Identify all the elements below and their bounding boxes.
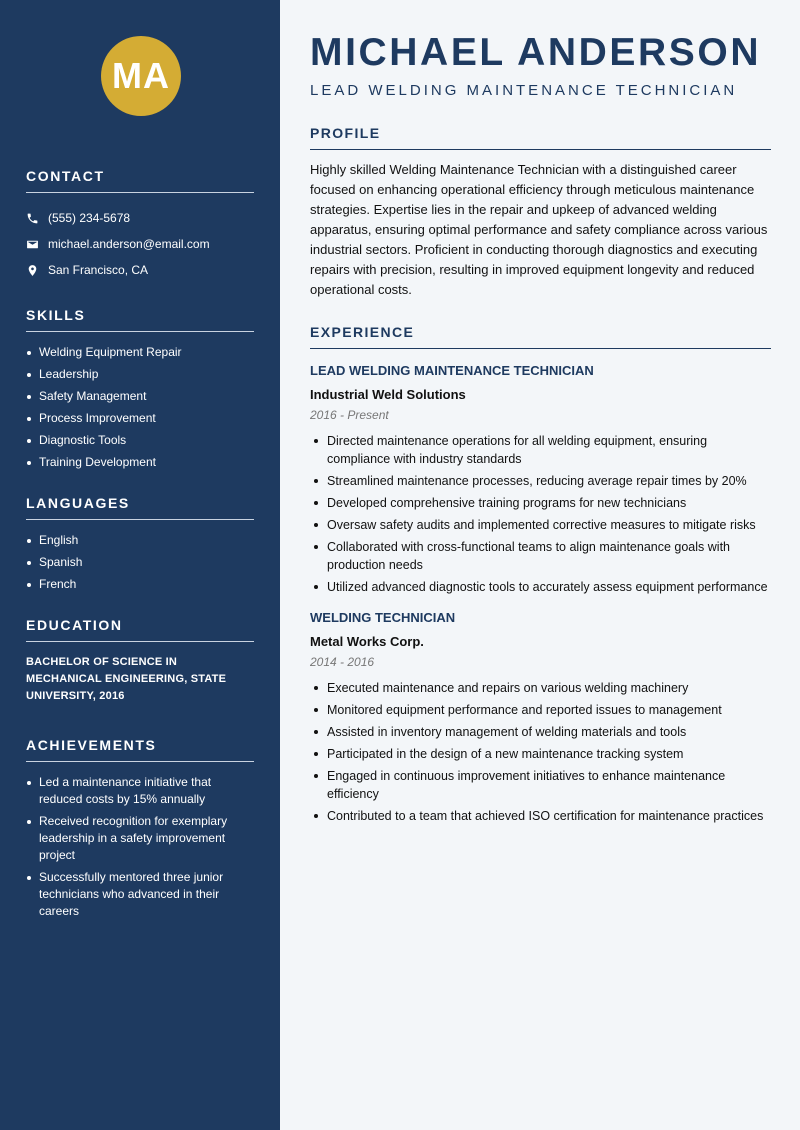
languages-section [26,495,254,593]
contact-section [26,168,254,283]
achievement-item: Successfully mentored three junior technicians who advanced in their careers [26,869,254,920]
contact-email [26,231,254,257]
skill-item: Leadership [26,366,254,383]
achievements-section [26,737,254,920]
email-text[interactable]: michael.anderson@email.com [48,237,210,251]
avatar-initials: MA [101,36,181,116]
map-pin-icon [26,264,39,277]
job-bullets [310,432,771,596]
profile-text: Highly skilled Welding Maintenance Technician with a distinguished career focused on enhancing operational efficiency through meticulous maintenance strategies. Expertise lies in the repair and upkeep of advanced welding apparatus, ensuring optimal performance and safety compliance across various industrial sectors. Proficient in conducting thorough diagnostics and executing repairs with precision, resulting in improved equipment longevity and reduced operational costs. [310,162,768,297]
sidebar [0,0,280,1130]
phone-text: (555) 234-5678 [48,211,131,225]
language-item: Spanish [26,554,254,571]
job-bullet: Assisted in inventory management of welding materials and tools [310,723,771,741]
job-dates: 2014 - 2016 [310,655,375,669]
profile-heading: PROFILE [310,125,771,150]
languages-heading: LANGUAGES [26,495,254,520]
job-bullet: Executed maintenance and repairs on various welding machinery [310,679,771,697]
achievement-item: Received recognition for exemplary leadership in a safety improvement project [26,813,254,864]
job-bullet: Engaged in continuous improvement initiatives to enhance maintenance efficiency [310,767,771,803]
experience-section [310,324,771,825]
language-item: English [26,532,254,549]
candidate-title: LEAD WELDING MAINTENANCE TECHNICIAN [310,82,738,99]
job-entry [310,610,771,825]
contact-location [26,257,254,283]
skill-item: Process Improvement [26,410,254,427]
job-dates: 2016 - Present [310,408,389,422]
location-text: San Francisco, CA [48,263,149,277]
job-bullet: Utilized advanced diagnostic tools to accurately assess equipment performance [310,578,771,596]
job-entry [310,363,771,596]
skill-item: Welding Equipment Repair [26,344,254,361]
job-bullets [310,679,771,825]
education-degree: BACHELOR OF SCIENCE IN MECHANICAL ENGINEERING, STATE UNIVERSITY, 2016 [26,656,227,702]
experience-heading: EXPERIENCE [310,324,771,349]
job-bullet: Developed comprehensive training programs for new technicians [310,494,771,512]
candidate-name: MICHAEL ANDERSON [310,31,762,74]
skill-item: Training Development [26,454,254,471]
language-item: French [26,576,254,593]
education-section [26,617,254,705]
skill-item: Diagnostic Tools [26,432,254,449]
phone-icon [26,212,39,225]
profile-section [310,125,771,300]
main-content [280,0,800,1130]
envelope-icon [26,238,39,251]
contact-phone [26,205,254,231]
job-bullet: Monitored equipment performance and reported issues to management [310,701,771,719]
skills-heading: SKILLS [26,307,254,332]
job-bullet: Streamlined maintenance processes, reducing average repair times by 20% [310,472,771,490]
job-bullet: Collaborated with cross-functional teams to align maintenance goals with production needs [310,538,771,574]
job-bullet: Contributed to a team that achieved ISO certification for maintenance practices [310,807,771,825]
education-heading: EDUCATION [26,617,254,642]
achievements-list [26,774,254,920]
skills-list [26,344,254,471]
job-company: Metal Works Corp. [310,634,424,649]
job-bullet: Oversaw safety audits and implemented corrective measures to mitigate risks [310,516,771,534]
job-bullet: Participated in the design of a new maintenance tracking system [310,745,771,763]
achievement-item: Led a maintenance initiative that reduced costs by 15% annually [26,774,254,808]
contact-heading: CONTACT [26,168,254,193]
languages-list [26,532,254,593]
job-company: Industrial Weld Solutions [310,387,466,402]
achievements-heading: ACHIEVEMENTS [26,737,254,762]
skills-section [26,307,254,471]
skill-item: Safety Management [26,388,254,405]
job-bullet: Directed maintenance operations for all welding equipment, ensuring compliance with industry standards [310,432,771,468]
job-role: WELDING TECHNICIAN [310,610,456,625]
job-role: LEAD WELDING MAINTENANCE TECHNICIAN [310,363,594,378]
